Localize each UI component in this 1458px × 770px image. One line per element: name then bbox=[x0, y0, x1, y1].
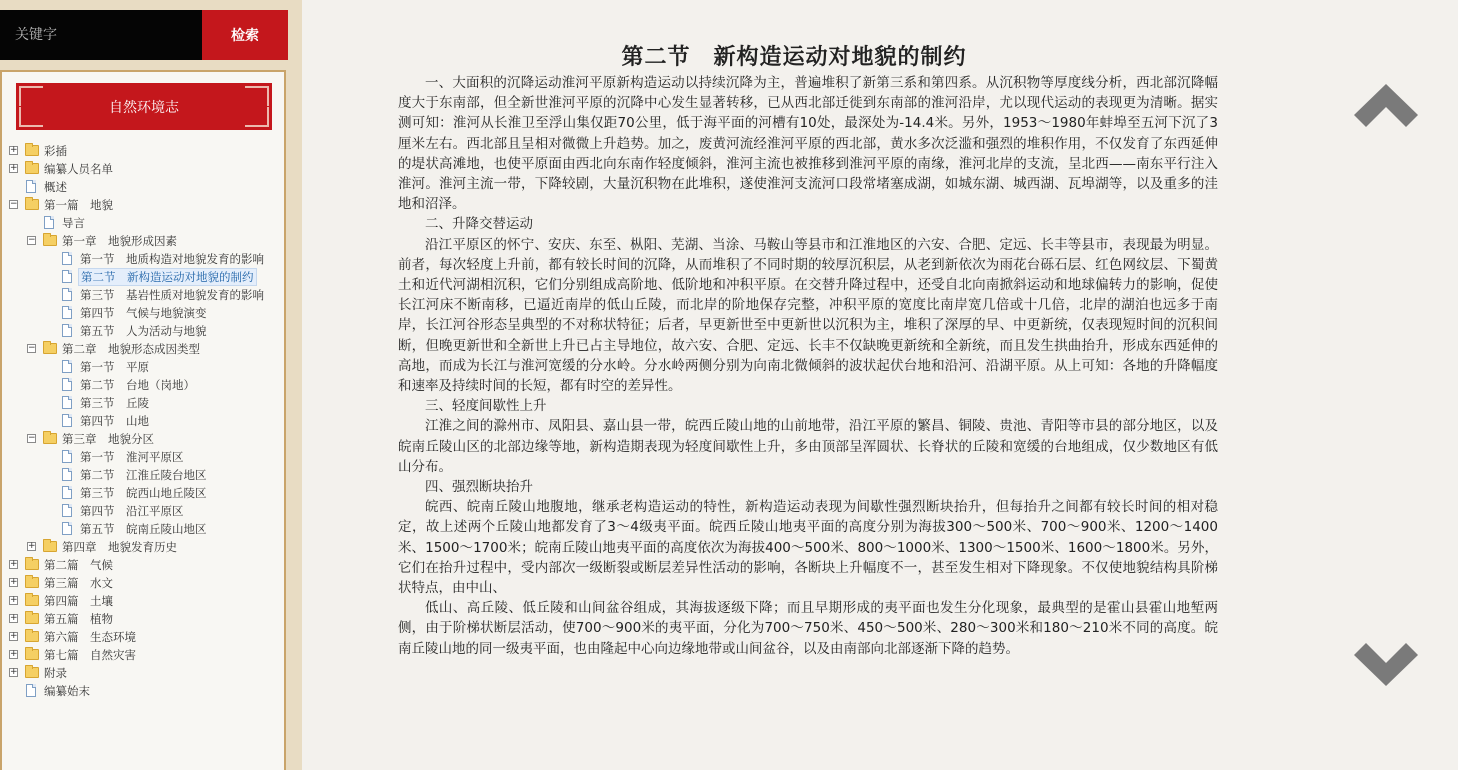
folder-icon bbox=[43, 541, 57, 552]
tree-item-label: 第五篇 植物 bbox=[44, 612, 113, 626]
tree-item[interactable] bbox=[2, 376, 284, 394]
tree-item[interactable] bbox=[2, 160, 284, 178]
tree-item-label: 第三篇 水文 bbox=[44, 576, 113, 590]
expand-icon[interactable]: + bbox=[10, 163, 18, 173]
tree-item[interactable] bbox=[2, 340, 284, 358]
tree-item-label: 第二章 地貌形态成因类型 bbox=[62, 342, 200, 356]
paragraph: 二、升降交替运动 bbox=[425, 216, 533, 233]
tree-item-label: 第一节 平原 bbox=[80, 360, 149, 374]
folder-icon bbox=[25, 577, 39, 588]
folder-icon bbox=[25, 163, 39, 174]
tree-item-label: 编纂始末 bbox=[44, 684, 90, 698]
folder-icon bbox=[25, 649, 39, 660]
ornament-corner bbox=[245, 107, 269, 127]
tree-item-label: 第六篇 生态环境 bbox=[44, 630, 136, 644]
collapse-icon[interactable]: − bbox=[28, 235, 36, 245]
search-bar bbox=[0, 10, 288, 60]
tree-item-label: 第三节 基岩性质对地貌发育的影响 bbox=[80, 288, 264, 302]
folder-icon bbox=[43, 343, 57, 354]
paragraph: 低山、高丘陵、低丘陵和山间盆谷组成，其海拔逐级下降；而且早期形成的夷平面也发生分化现象，最典型的是霍山县霍山地堑两侧，由于阶梯状断层活动，使700～900米的夷平面，分化为700～750米、450～500米、280～300米和180～210米不同的高度。皖南丘陵山地的同一级夷平面，也由隆起中心向边缘地带或山间盆谷，以及由南部向北部逐渐下降的趋势。 bbox=[398, 600, 1218, 657]
tree-item[interactable] bbox=[2, 574, 284, 592]
tree-item[interactable] bbox=[2, 304, 284, 322]
book-title: 自然环境志 bbox=[109, 99, 179, 116]
tree-item-label: 第二节 江淮丘陵台地区 bbox=[80, 468, 207, 482]
document-icon bbox=[62, 396, 72, 409]
expand-icon[interactable]: + bbox=[28, 541, 36, 551]
tree-item-label: 第四篇 土壤 bbox=[44, 594, 113, 608]
tree-item[interactable] bbox=[2, 142, 284, 160]
folder-icon bbox=[43, 235, 57, 246]
search-input[interactable] bbox=[0, 10, 202, 60]
expand-icon[interactable]: + bbox=[10, 145, 18, 155]
tree-item[interactable] bbox=[2, 484, 284, 502]
tree-item-label: 第五节 人为活动与地貌 bbox=[80, 324, 207, 338]
scroll-up-button[interactable] bbox=[1354, 84, 1418, 132]
chevron-up-icon bbox=[1354, 84, 1418, 132]
document-icon bbox=[26, 684, 36, 697]
expand-icon[interactable]: + bbox=[10, 577, 18, 587]
tree-item[interactable] bbox=[2, 646, 284, 664]
tree-item[interactable] bbox=[2, 394, 284, 412]
tree-item-label: 第一节 淮河平原区 bbox=[80, 450, 184, 464]
tree-item-label: 第三章 地貌分区 bbox=[62, 432, 154, 446]
tree-item-label: 第一章 地貌形成因素 bbox=[62, 234, 177, 248]
tree-item[interactable] bbox=[2, 196, 284, 214]
tree-item[interactable] bbox=[2, 430, 284, 448]
tree-item[interactable] bbox=[2, 592, 284, 610]
expand-icon[interactable]: + bbox=[10, 631, 18, 641]
document-icon bbox=[62, 324, 72, 337]
document-icon bbox=[62, 378, 72, 391]
document-icon bbox=[62, 252, 72, 265]
tree-item-label: 第二节 台地（岗地） bbox=[80, 378, 195, 392]
document-icon bbox=[62, 504, 72, 517]
paragraph: 四、强烈断块抬升 bbox=[425, 479, 533, 496]
document-icon bbox=[62, 450, 72, 463]
tree-item-label: 第三节 皖西山地丘陵区 bbox=[80, 486, 207, 500]
tree-item-label: 第一篇 地貌 bbox=[44, 198, 113, 212]
chevron-down-icon bbox=[1354, 638, 1418, 686]
ornament-corner bbox=[245, 86, 269, 106]
document-icon bbox=[62, 468, 72, 481]
tree-item[interactable] bbox=[2, 178, 284, 196]
book-title-banner[interactable] bbox=[16, 83, 272, 130]
search-button[interactable]: 检索 bbox=[202, 10, 288, 60]
paragraph: 江淮之间的滁州市、凤阳县、嘉山县一带，皖西丘陵山地的山前地带，沿江平原的繁昌、铜陵、贵池、青阳等市县的部分地区，以及皖南丘陵山区的北部边缘等地，新构造期表现为轻度间歇性上升，多由顶部呈浑圆状、长脊状的丘陵和宽缓的台地组成，仅少数地区有低山分布。 bbox=[398, 418, 1218, 475]
tree-item-label: 第五节 皖南丘陵山地区 bbox=[80, 522, 207, 536]
article-content bbox=[398, 40, 1218, 659]
tree-item[interactable] bbox=[2, 520, 284, 538]
tree-item[interactable] bbox=[2, 232, 284, 250]
tree-item-label: 第七篇 自然灾害 bbox=[44, 648, 136, 662]
ornament-corner bbox=[19, 86, 43, 106]
folder-icon bbox=[25, 145, 39, 156]
folder-icon bbox=[25, 631, 39, 642]
tree-item[interactable] bbox=[2, 502, 284, 520]
left-sidebar bbox=[0, 0, 302, 770]
tree-item-label: 第四节 气候与地貌演变 bbox=[80, 306, 207, 320]
document-icon bbox=[26, 180, 36, 193]
expand-icon[interactable]: + bbox=[10, 649, 18, 659]
folder-icon bbox=[25, 559, 39, 570]
tree-item[interactable] bbox=[2, 448, 284, 466]
tree-item-label: 附录 bbox=[44, 666, 67, 680]
document-icon bbox=[62, 270, 72, 283]
catalog-tree bbox=[2, 142, 284, 700]
tree-item[interactable] bbox=[2, 286, 284, 304]
tree-item-label: 概述 bbox=[44, 180, 67, 194]
tree-item-label: 第一节 地质构造对地貌发育的影响 bbox=[80, 252, 264, 266]
collapse-icon[interactable]: − bbox=[28, 343, 36, 353]
tree-item[interactable] bbox=[2, 664, 284, 682]
tree-item-label: 编纂人员名单 bbox=[44, 162, 113, 176]
tree-item-label: 彩插 bbox=[44, 144, 67, 158]
tree-item-label: 第三节 丘陵 bbox=[80, 396, 149, 410]
tree-item[interactable] bbox=[2, 682, 284, 700]
ornament-corner bbox=[19, 107, 43, 127]
tree-item-label: 第四节 山地 bbox=[80, 414, 149, 428]
tree-item[interactable] bbox=[2, 556, 284, 574]
tree-item[interactable] bbox=[2, 412, 284, 430]
document-icon bbox=[62, 360, 72, 373]
folder-icon bbox=[25, 613, 39, 624]
document-icon bbox=[62, 288, 72, 301]
tree-item[interactable] bbox=[2, 214, 284, 232]
folder-icon bbox=[25, 595, 39, 606]
tree-item[interactable] bbox=[2, 250, 284, 268]
document-icon bbox=[62, 414, 72, 427]
tree-item[interactable] bbox=[2, 628, 284, 646]
collapse-icon[interactable]: − bbox=[10, 199, 18, 209]
tree-item[interactable] bbox=[2, 610, 284, 628]
collapse-icon[interactable]: − bbox=[28, 433, 36, 443]
tree-item-label: 第四章 地貌发育历史 bbox=[62, 540, 177, 554]
article-body bbox=[398, 73, 1218, 659]
expand-icon[interactable]: + bbox=[10, 559, 18, 569]
document-icon bbox=[44, 216, 54, 229]
document-icon bbox=[62, 306, 72, 319]
folder-icon bbox=[25, 667, 39, 678]
paragraph: 沿江平原区的怀宁、安庆、东至、枞阳、芜湖、当涂、马鞍山等县市和江淮地区的六安、合肥、定远、长丰等县市，表现最为明显。前者，每次轻度上升前，都有较长时间的沉降，从而堆积了不同时期的较厚沉积层，从老到新依次为雨花台砾石层、红色网纹层、下蜀黄土和近代河湖相沉积，它们分别组成高阶地、低阶地和冲积平原。在交替升降过程中，还受自北向南掀斜运动和地球偏转力的影响，促使长江河床不断南移，已逼近南岸的低山丘陵，而北岸的阶地保存完整，冲积平原的宽度比南岸宽几倍或十几倍，北岸的湖泊也远多于南岸，长江河谷形态呈典型的不对称状特征；后者，早更新世至中更新世以沉积为主，堆积了深厚的早、中更新统，仅表现短时间的沉积间断，但晚更新世和全新世上升已占主导地位，故六安、合肥、定远、长丰不仅缺晚更新统和全新统，而且发生拱曲抬升，形成东西延伸的高地，而成为长江与淮河宽缓的分水岭。分水岭两侧分别为向南北微倾斜的波状起伏台地和沿河、沿湖平原。从上可知：各地的升降幅度和速率及持续时间的长短，都有时空的差异性。 bbox=[398, 236, 1218, 395]
tree-item-label: 第二篇 气候 bbox=[44, 558, 113, 572]
tree-item[interactable] bbox=[2, 538, 284, 556]
tree-item-label: 导言 bbox=[62, 216, 85, 230]
expand-icon[interactable]: + bbox=[10, 667, 18, 677]
folder-icon bbox=[25, 199, 39, 210]
page-title: 第二节 新构造运动对地貌的制约 bbox=[621, 45, 967, 70]
tree-item[interactable] bbox=[2, 268, 284, 286]
expand-icon[interactable]: + bbox=[10, 613, 18, 623]
paragraph: 皖西、皖南丘陵山地腹地，继承老构造运动的特性，新构造运动表现为间歇性强烈断块抬升，但每抬升之间都有较长时间的相对稳定，故上述两个丘陵山地都发育了3～4级夷平面。皖西丘陵山地夷平面的高度分别为海拔300～500米、700～900米、1200～1400米、1500～1700米；皖南丘陵山地夷平面的高度依次为海拔400～500米、800～1000米、1300～1500米、1600～1800米。另外，它们在抬升过程中，受内部次一级断裂或断层差异性活动的影响，各断块上升幅度不一，甚至发生相对下降现象。不仅使地貌结构具阶梯状特点，由中山、 bbox=[398, 499, 1218, 597]
expand-icon[interactable]: + bbox=[10, 595, 18, 605]
scroll-down-button[interactable] bbox=[1354, 638, 1418, 686]
tree-item-label: 第二节 新构造运动对地貌的制约 bbox=[78, 268, 257, 286]
tree-item[interactable] bbox=[2, 322, 284, 340]
tree-item[interactable] bbox=[2, 358, 284, 376]
paragraph: 三、轻度间歇性上升 bbox=[425, 398, 547, 415]
catalog-panel bbox=[0, 70, 286, 770]
folder-icon bbox=[43, 433, 57, 444]
tree-item-label: 第四节 沿江平原区 bbox=[80, 504, 184, 518]
document-icon bbox=[62, 522, 72, 535]
tree-item[interactable] bbox=[2, 466, 284, 484]
document-icon bbox=[62, 486, 72, 499]
paragraph: 一、大面积的沉降运动淮河平原新构造运动以持续沉降为主，普遍堆积了新第三系和第四系。从沉积物等厚度线分析，西北部沉降幅度大于东南部，但全新世淮河平原的沉降中心发生显著转移，已从西北部迁徙到东南部的淮河沿岸，尤以现代运动的表现更为清晰。据实测可知：淮河从长淮卫至浮山集仅距70公里，低于海平面的河槽有10处，最深处为-14.4米。另外，1953～1980年蚌埠至五河下沉了3厘米左右。西北部且呈相对微微上升趋势。加之，废黄河流经淮河平原的西北部，黄水多次泛滥和强烈的堆积作用，不仅发育了东西延伸的堤状高滩地，也使平原面由西北向东南作轻度倾斜，淮河主流也被推移到淮河平原的南缘，淮河北岸的支流，呈北西——南东平行注入淮河。淮河主流一带，下降较剧，大量沉积物在此堆积，遂使淮河支流河口段常堵塞成湖，如城东湖、城西湖、瓦埠湖等，以及重多的洼地和沼泽。 bbox=[398, 75, 1218, 213]
